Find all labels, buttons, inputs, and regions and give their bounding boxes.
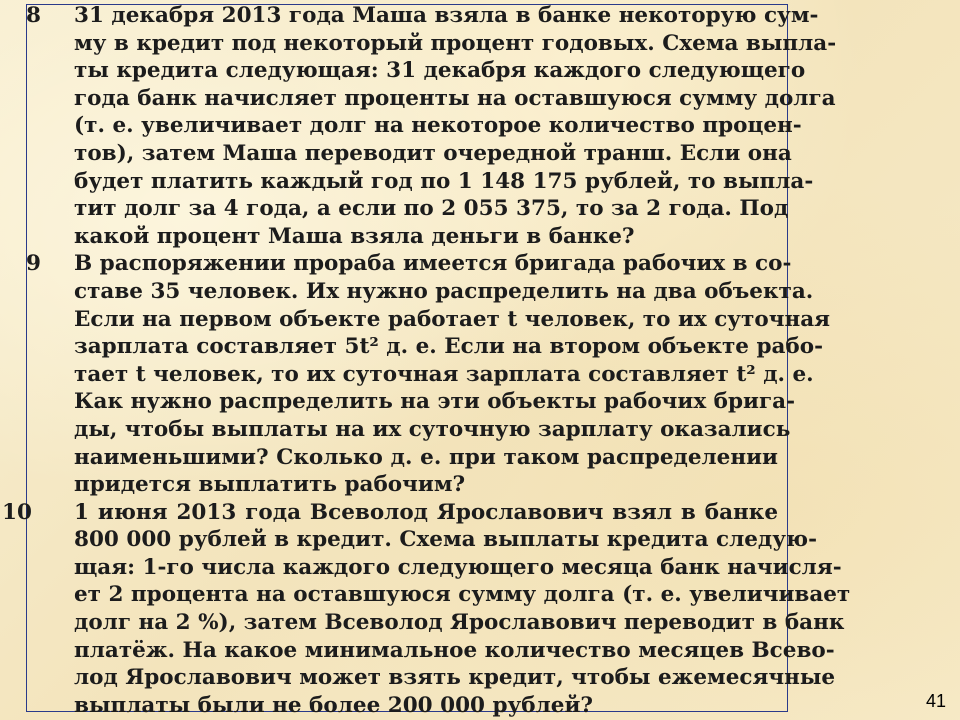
- problem-10-line-7: лод Ярославович может взять кредит, чтобы ежемесячные: [74, 665, 836, 691]
- problem-8-line-2: му в кредит под некоторый процент годовых. Схема выпла-: [74, 30, 837, 56]
- problem-10-line-5: долг на 2 %), затем Всеволод Ярославович переводит в банк: [74, 610, 845, 636]
- problem-10-line-6: платёж. На какое минимальное количество месяцев Всево-: [74, 637, 835, 663]
- problem-8-line-5: (т. е. увеличивает долг на некоторое количество процен-: [74, 113, 802, 139]
- problem-8-line-9: какой процент Маша взяла деньги в банке?: [74, 223, 635, 249]
- problem-8-line-3: ты кредита следующая: 31 декабря каждого следующего: [74, 58, 806, 84]
- problem-9-line-8: наименьшими? Сколько д. е. при таком распределении: [74, 444, 778, 470]
- problems-list: [2, 2, 851, 719]
- problem-10-line-3: щая: 1-го числа каждого следующего месяца банк начисля-: [74, 554, 842, 580]
- problem-10-line-1: 10 1 июня 2013 года Всеволод Ярославович взял в банке: [2, 499, 778, 525]
- problem-8-line-7: будет платить каждый год по 1 148 175 рублей, то выпла-: [74, 168, 814, 194]
- problem-9-line-4: зарплата составляет 5t² д. е. Если на втором объекте рабо-: [74, 334, 824, 360]
- problem-9-line-6: Как нужно распределить на эти объекты рабочих брига-: [74, 389, 796, 415]
- problem-10-line-4: ет 2 процента на оставшуюся сумму долга (т. е. увеличивает: [74, 582, 851, 608]
- problem-number: 10: [2, 499, 32, 525]
- problem-10-line-8: выплаты были не более 200 000 рублей?: [74, 692, 593, 718]
- problem-9-line-3: Если на первом объекте работает t человек, то их суточная: [74, 306, 831, 332]
- problem-9-line-2: ставе 35 человек. Их нужно распределить на два объекта.: [74, 278, 814, 304]
- problem-8-line-4: года банк начисляет проценты на оставшуюся сумму долга: [74, 85, 836, 111]
- problem-10-line-2: 800 000 рублей в кредит. Схема выплаты кредита следую-: [74, 527, 817, 553]
- problem-9-line-5: тает t человек, то их суточная зарплата составляет t² д. е.: [74, 361, 814, 387]
- problem-8-line-1: 8 31 декабря 2013 года Маша взяла в банке некоторую сум-: [26, 3, 819, 28]
- problem-number: 8: [26, 3, 41, 28]
- problem-9-line-7: ды, чтобы выплаты на их суточную зарплату оказались: [74, 416, 791, 442]
- problem-9-line-9: придется выплатить рабочим?: [74, 472, 466, 498]
- problem-8-line-8: тит долг за 4 года, а если по 2 055 375, то за 2 года. Под: [74, 196, 789, 222]
- problem-8-line-6: тов), затем Маша переводит очередной транш. Если она: [74, 140, 792, 166]
- problem-9-line-1: 9 В распоряжении прораба имеется бригада рабочих в со-: [26, 251, 792, 277]
- page-number: 41: [925, 691, 946, 711]
- problem-number: 9: [26, 251, 41, 277]
